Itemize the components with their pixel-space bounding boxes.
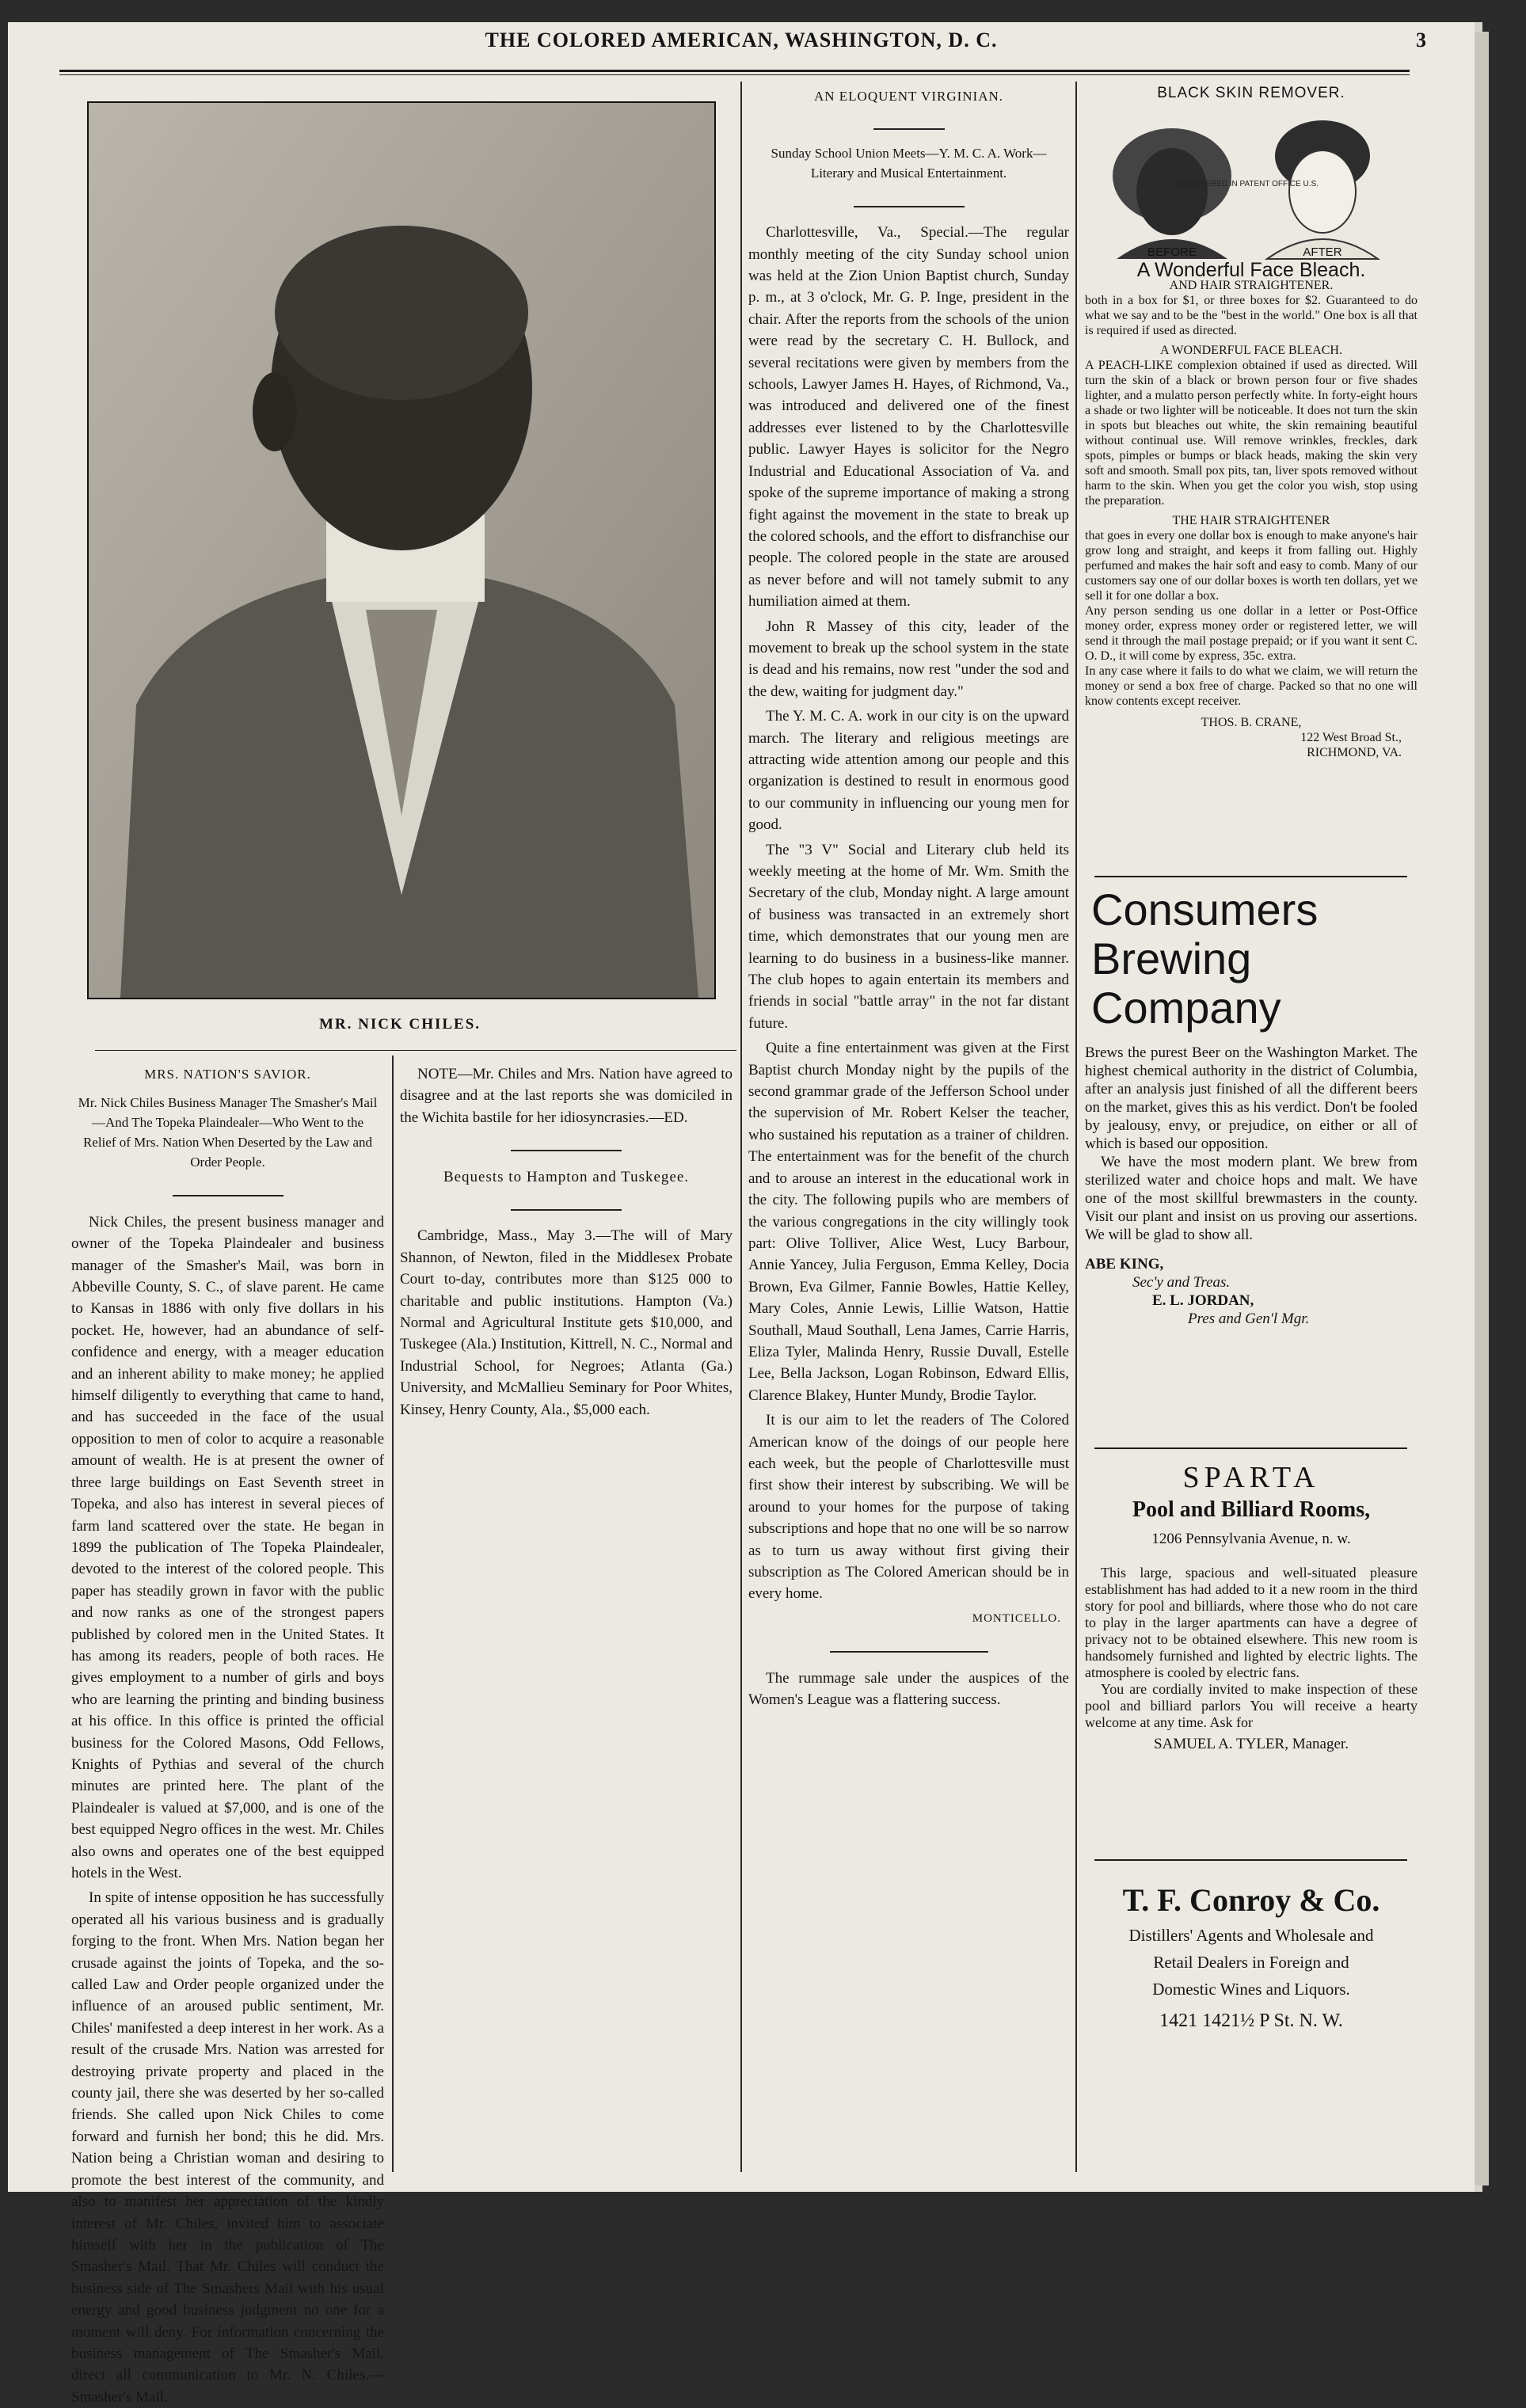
- ad-bleach-subhead: AND HAIR STRAIGHTENER.: [1169, 279, 1334, 292]
- bequests-paragraph: Cambridge, Mass., May 3.—The will of Mary Shannon, of Newton, filed in the Middlesex Probate Court to-day, contributes more than $125 000 to charitable and public institutions. Hampton (Va.) Normal and Agricultural Institute gets $10,000, and Tuskegee (Ala.) Institution, Kittrell, N. C., Normal and Industrial School, for Negroes; Atlanta (Ga.) University, and McMallieu Seminary for Poor Whites, Kinsey, Henry County, Ala., $5,000 each.: [400, 1227, 733, 1418]
- ad-bleach-city: RICHMOND, VA.: [1307, 746, 1402, 759]
- column-rule: [1075, 82, 1077, 2172]
- ad-brewing-name: ABE KING,: [1085, 1256, 1164, 1272]
- portrait-photo: [87, 101, 716, 999]
- ad-brewing-body: Brews the purest Beer on the Washington Market. The highest chemical authority in the district of Columbia, after an analysis just finished of all the different beers on the market, gives this as his verdict. Don't be fooled by jealousy, envy, or prejudice, on either or all of which is based our opposition.: [1085, 1044, 1418, 1152]
- separator: [748, 115, 1069, 136]
- ad-sparta-title: SPARTA: [1182, 1461, 1320, 1494]
- separator: [71, 1181, 384, 1203]
- ad-brewing-title-1: Sec'y and Treas.: [1132, 1274, 1231, 1291]
- ad-brewing-title: [1085, 885, 1418, 1033]
- article-subhead: Mr. Nick Chiles Business Manager The Smasher's Mail—And The Topeka Plaindealer—Who Went to the Relief of Mrs. Nation When Deserted by the Law and Order People.: [78, 1095, 378, 1170]
- page-number: 3: [1416, 29, 1427, 51]
- ad-bleach-body: that goes in every one dollar box is enough to make anyone's hair grow long and straight, and keeps it from falling out. Highly perfumed and makes the hair soft and easy to comb. Many of our customers say one of our dollar boxes is worth ten dollars, yet we sell it for one dollar a box.: [1085, 529, 1418, 603]
- masthead-title: THE COLORED AMERICAN, WASHINGTON, D. C.: [485, 29, 998, 51]
- ad-rule: [1094, 876, 1407, 877]
- ad-brewing-title-2: Pres and Gen'l Mgr.: [1188, 1311, 1310, 1327]
- ad-bleach-name: THOS. B. CRANE,: [1201, 716, 1302, 729]
- ad-bleach-body: In any case where it fails to do what we claim, we will return the money or send a box free of charge. Packed so that no one will know contents except receiver.: [1085, 664, 1418, 708]
- ad-brewing-line: Company: [1091, 983, 1281, 1033]
- ad-bleach-body: A PEACH-LIKE complexion obtained if used as directed. Will turn the skin of a black or brown person four or five shades lighter, and a mulatto person perfectly white. In forty-eight hours a shade or two lighter will be noticeable. It does not turn the skin in spots but bleaches out white, the skin remaining beautiful without continual use. Will remove wrinkles, freckles, dark spots, pimples or bumps or black heads, making the skin very soft and smooth. Small pox pits, tan, liver spots removed without harm to the skin. When you get the color you wish, stop using the preparation.: [1085, 359, 1418, 508]
- portrait-illustration: [89, 103, 714, 998]
- ad-bleach-title: BLACK SKIN REMOVER.: [1157, 85, 1345, 101]
- virginian-paragraph: Quite a fine entertainment was given at the First Baptist church Monday night by the pupils of the second grammar grade of the Jefferson School under the supervision of Mr. Robert Kelser the teacher, who sustained his reputation as a trainer of children. The entertainment was for the benefit of the church and to arouse an interest in the educational work in the city. The following pupils who are members of the various congregations in the city willingly took part: Olive Tolliver, Alice West, Lucy Barbour, Annie Yancey, Julia Ferguson, Emma Kelley, Docia Brown, Eva Gilmer, Fannie Bowles, Hattie Kelley, Mary Coles, Annie Lewis, Lillie Watson, Hattie Southall, Maud Southall, Lena James, Carrie Harris, Eliza Tyler, Malinda Henry, Russie Duvall, Estelle Lee, Bella Jackson, Logan Robinson, Edward Ellis, Clarence Blakey, Hunter Mundy, Brodie Taylor.: [748, 1040, 1069, 1404]
- masthead-rule-thin: [59, 74, 1410, 75]
- ad-sparta-manager: SAMUEL A. TYLER, Manager.: [1154, 1736, 1349, 1752]
- virginian-subhead: Sunday School Union Meets—Y. M. C. A. Work—Literary and Musical Entertainment.: [771, 145, 1047, 181]
- ad-sparta: [1085, 1459, 1418, 1855]
- article-paragraph: Nick Chiles, the present business manager and owner of the Topeka Plaindealer and business manager of the Smasher's Mail, was born in Abbeville County, S. C., of slave parent. He came to Kansas in 1886 with only five dollars in his pocket. He, however, had an abundance of self-confidence and energy, with a meager education and an inherent ability to make money; he applied himself diligently to everything that came to hand, and has succeeded in the face of the usual opposition to men of color to acquire a reasonable amount of wealth. He is at present the owner of three large buildings on East Seventh street in Topeka, and also has interest in several pieces of farm land scattered over the state. He began in 1899 the publication of The Topeka Plaindealer, devoted to the interest of the colored people. This paper has steadily grown in favor with the public and now ranks as one of the strongest papers published by colored men in the United States. It has among its readers, people of both races. He gives employment to a number of girls and boys who are learning the printing and binding business at his office. In this office is printed the official business for the Colored Masons, Odd Fellows, Knights of Pythias and several of the church minutes are printed here. The plant of the Plaindealer is valued at $7,000, and is one of the best equipped Negro offices in the west. Mr. Chiles also owns and operates one of the best equipped hotels in the West.: [71, 1213, 384, 1881]
- caption-rule: [95, 1050, 736, 1051]
- page-edge: [1475, 32, 1489, 2185]
- ad-brewing-name: E. L. JORDAN,: [1152, 1292, 1254, 1309]
- ad-rule: [1094, 1447, 1407, 1449]
- ad-conroy-title: T. F. Conroy & Co.: [1122, 1882, 1380, 1918]
- column-rule: [740, 82, 742, 2172]
- portrait-caption: MR. NICK CHILES.: [318, 1016, 481, 1033]
- ad-bleach-h2: A WONDERFUL FACE BLEACH.: [1160, 344, 1342, 357]
- ad-brewing-line: Brewing: [1091, 934, 1252, 983]
- virginian-paragraph: John R Massey of this city, leader of the movement to break up the school system in the state is dead and his remains, now rest "under the sod and the dew, waiting for judgment day.": [748, 618, 1069, 700]
- separator: [400, 1136, 733, 1158]
- ad-conroy-line: Distillers' Agents and Wholesale and: [1128, 1926, 1374, 1945]
- virginian-signature: MONTICELLO.: [972, 1611, 1061, 1625]
- virginian-paragraph: The "3 V" Social and Literary club held its weekly meeting at the home of Mr. Wm. Smith the Secretary of the club, Monday night. A large amount of business was transacted in an extremely short time, which demonstrates that our young men are learning to do business in a business-like manner. The club hopes to again entertain its members and friends in social "battle array" in the not far distant future.: [748, 841, 1069, 1032]
- ad-bleach-headline: A Wonderful Face Bleach.: [1136, 259, 1366, 281]
- column-rule: [392, 1056, 394, 2172]
- ad-brewing-line: Consumers: [1091, 884, 1319, 934]
- ad-rule: [1094, 1859, 1407, 1861]
- ad-bleach-h3: THE HAIR STRAIGHTENER: [1172, 514, 1330, 527]
- ad-sparta-body: You are cordially invited to make inspection of these pool and billiard parlors You will receive a hearty welcome at any time. Ask for: [1085, 1681, 1418, 1730]
- ad-brewing-body: We have the most modern plant. We brew from sterilized water and choice hops and malt. We have one of the most skillful brewmasters in the county. Visit our plant and insist on us proving our assertions. We will be glad to show all.: [1085, 1154, 1418, 1243]
- after-label: AFTER: [1303, 245, 1342, 259]
- ad-brewing: [1085, 885, 1418, 1440]
- ad-bleach-address: 122 West Broad St.,: [1300, 731, 1402, 744]
- stamp-text: REGISTERED IN PATENT OFFICE U.S.: [1175, 180, 1319, 188]
- virginian-paragraph: It is our aim to let the readers of The Colored American know of the doings of our people here each week, but the people of Charlottesville must first show their interest by subscribing. We will be around to your homes for the purpose of taking subscriptions and hope that no one will be so narrow as to turn us away without first giving their subscription as The Colored American should be in every home.: [748, 1412, 1069, 1603]
- bequests-headline: Bequests to Hampton and Tuskegee.: [443, 1168, 690, 1185]
- article-virginian: [748, 86, 1069, 2172]
- article-headline: MRS. NATION'S SAVIOR.: [144, 1067, 311, 1082]
- separator: [748, 192, 1069, 214]
- separator: [748, 1638, 1069, 1659]
- ad-bleach-intro: both in a box for $1, or three boxes for $2. Guaranteed to do what we say and to be the "best in the world." One box is all that is required if used as directed.: [1085, 294, 1418, 337]
- ad-sparta-address: 1206 Pennsylvania Avenue, n. w.: [1151, 1531, 1351, 1547]
- masthead-rule: [59, 70, 1410, 72]
- before-label: BEFORE: [1147, 245, 1197, 259]
- virginian-paragraph: The rummage sale under the auspices of the Women's League was a flattering success.: [748, 1669, 1069, 1709]
- virginian-paragraph: Charlottesville, Va., Special.—The regular monthly meeting of the city Sunday school union was held at the Zion Union Baptist church, Sunday p. m., at 3 o'clock, Mr. G. P. Inge, president in the chair. After the reports from the schools of the union were read by the secretary C. H. Bullock, and several recitations were given by members from the schools, Lawyer James H. Hayes, of Richmond, Va., was introduced and delivered one of the finest addresses ever listened to by the Charlottesville public. Lawyer Hayes is solicitor for the Negro Industrial and Educational Association of Va. and spoke of the supreme importance of making a strong fight against the movement in the state to break up the colored schools, and the effort to disfranchise our people. The colored people in the state are aroused as never before and will not tamely submit to any humiliation aimed at them.: [748, 224, 1069, 611]
- masthead: [55, 29, 1427, 63]
- article-paragraph: In spite of intense opposition he has successfully operated all his various business and is gradually forging to the front. When Mrs. Nation began her crusade against the joints of Topeka, and the so-called Law and Order people organized under the influence of an aroused public sentiment, Mr. Chiles' manifested a deep interest in her work. As a result of the crusade Mrs. Nation was arrested for destroying private property and placed in the county jail, there she was deserted by her so-called friends. She called upon Nick Chiles to come forward and furnish her bond; this he did. Mrs. Nation being a Christian woman and desiring to promote the best interest of the community, and also to manifest her appreciation of the kindly interest of Mr. Chiles, invited him to associate himself with her in the publication of The Smasher's Mail. That Mr. Chiles will conduct the business side of The Smashers Mail with his usual energy and good business judgment no one for a moment will deny. For information concerning the business management of The Smasher's Mail, direct all communication to Mr. N. Chiles.—Smasher's Mail.: [71, 1889, 384, 2406]
- article-note: NOTE—Mr. Chiles and Mrs. Nation have agreed to disagree and at the last reports she was domiciled in the Wichita bastile for her idiosyncrasies.—ED.: [400, 1066, 733, 1126]
- ad-sparta-body: This large, spacious and well-situated pleasure establishment has had added to it a new room in the third story for pool and billiards, where those who do not care to play in the larger apartments can have a degree of privacy not to be obtained elsewhere. This new room is handsomely furnished and lighted by electric lights. The atmosphere is cooled by electric fans.: [1085, 1565, 1418, 1680]
- separator: [400, 1196, 733, 1217]
- newspaper-page: [8, 22, 1482, 2406]
- ad-conroy-address: 1421 1421½ P St. N. W.: [1159, 2010, 1343, 2031]
- before-after-illustration: [1085, 101, 1418, 259]
- ad-bleach-body: Any person sending us one dollar in a letter or Post-Office money order, express money order or registered letter, we will send it through the mail postage prepaid; or if you want it sent C. O. D., it will come by express, 35c. extra.: [1085, 604, 1418, 663]
- ad-face-bleach: [1085, 86, 1418, 869]
- ad-conroy-line: Retail Dealers in Foreign and: [1153, 1953, 1349, 1972]
- article-nation-column-1: [71, 1063, 384, 2406]
- ad-conroy: [1085, 1879, 1418, 2085]
- ad-conroy-line: Domestic Wines and Liquors.: [1152, 1980, 1350, 1999]
- virginian-headline: AN ELOQUENT VIRGINIAN.: [813, 89, 1004, 104]
- ad-sparta-subtitle: Pool and Billiard Rooms,: [1132, 1497, 1371, 1522]
- article-nation-column-2: [400, 1063, 733, 2168]
- virginian-paragraph: The Y. M. C. A. work in our city is on the upward march. The literary and religious meetings are attracting wide attention among our people and this organization is destined to result in enormous good to our community in influencing our young men for good.: [748, 708, 1069, 834]
